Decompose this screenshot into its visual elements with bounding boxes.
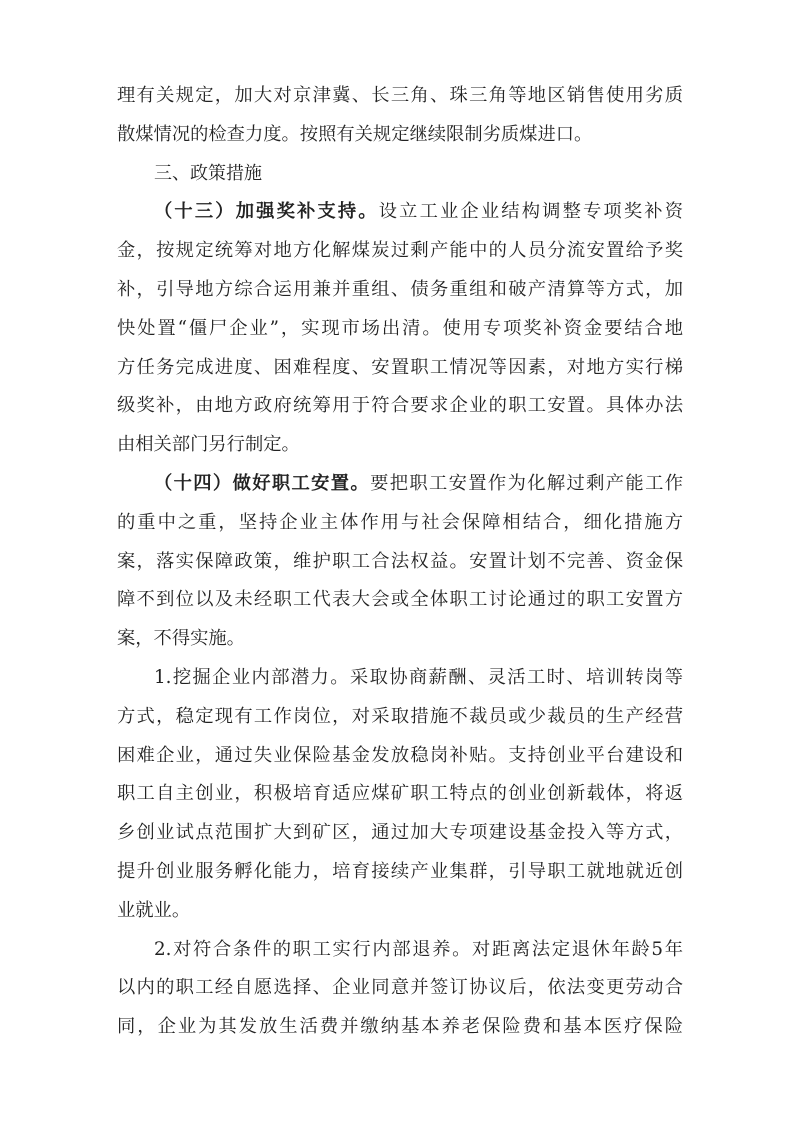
- paragraph-lead: （十三）加强奖补支持。: [154, 201, 379, 223]
- text-line: 乡创业试点范围扩大到矿区，通过加大专项建设基金投入等方式，: [117, 822, 683, 844]
- text-line: 提升创业服务孵化能力，培育接续产业集群，引导职工就地就近创: [117, 860, 683, 882]
- section-heading: [117, 155, 683, 194]
- text-line: 方任务完成进度、困难程度、安置职工情况等因素，对地方实行梯: [117, 356, 683, 378]
- text-line: 级奖补，由地方政府统筹用于符合要求企业的职工安置。具体办法: [117, 395, 683, 417]
- text-run: 要把职工安置作为化解过剩产能工作: [370, 472, 684, 494]
- document-page: [117, 77, 683, 1047]
- text-line: 2.对符合条件的职工实行内部退养。对距离法定退休年龄5年: [154, 938, 683, 960]
- text-line: 由相关部门另行制定。: [117, 434, 300, 456]
- text-line: [117, 193, 683, 232]
- paragraph: [117, 931, 683, 1047]
- text-line: 金，按规定统筹对地方化解煤炭过剩产能中的人员分流安置给予奖: [117, 240, 683, 262]
- text-line: 职工自主创业，积极培育适应煤矿职工特点的创业创新载体，将返: [117, 783, 683, 805]
- text-line: [117, 465, 683, 504]
- text-line: 案，不得实施。: [117, 628, 245, 650]
- text-run: 设立工业企业结构调整专项奖补资: [378, 201, 684, 223]
- text-line: 快处置“僵尸企业”，实现市场出清。使用专项奖补资金要结合地: [117, 317, 683, 339]
- text-line: 方式，稳定现有工作岗位，对采取措施不裁员或少裁员的生产经营: [117, 705, 683, 727]
- text-line: 补，引导地方综合运用兼并重组、债务重组和破产清算等方式，加: [117, 278, 683, 300]
- paragraph-lead: （十四）做好职工安置。: [154, 472, 371, 494]
- text-line: 散煤情况的检查力度。按照有关规定继续限制劣质煤进口。: [117, 123, 593, 145]
- text-line: 的重中之重，坚持企业主体作用与社会保障相结合，细化措施方: [117, 511, 683, 533]
- text-line: 业就业。: [117, 899, 191, 921]
- text-line: 困难企业，通过失业保险基金发放稳岗补贴。支持创业平台建设和: [117, 744, 683, 766]
- text-line: 同，企业为其发放生活费并缴纳基本养老保险费和基本医疗保险: [117, 1016, 683, 1038]
- text-line: 案，落实保障政策，维护职工合法权益。安置计划不完善、资金保: [117, 550, 683, 572]
- section-heading-text: 三、政策措施: [154, 162, 262, 184]
- text-line: 以内的职工经自愿选择、企业同意并签订协议后，依法变更劳动合: [117, 977, 683, 999]
- paragraph: [117, 193, 683, 465]
- paragraph: [117, 465, 683, 659]
- paragraph: [117, 659, 683, 931]
- text-line: 1.挖掘企业内部潜力。采取协商薪酬、灵活工时、培训转岗等: [154, 666, 683, 688]
- text-line: 理有关规定，加大对京津冀、长三角、珠三角等地区销售使用劣质: [117, 85, 683, 106]
- paragraph: [117, 77, 683, 155]
- text-line: 障不到位以及未经职工代表大会或全体职工讨论通过的职工安置方: [117, 589, 683, 611]
